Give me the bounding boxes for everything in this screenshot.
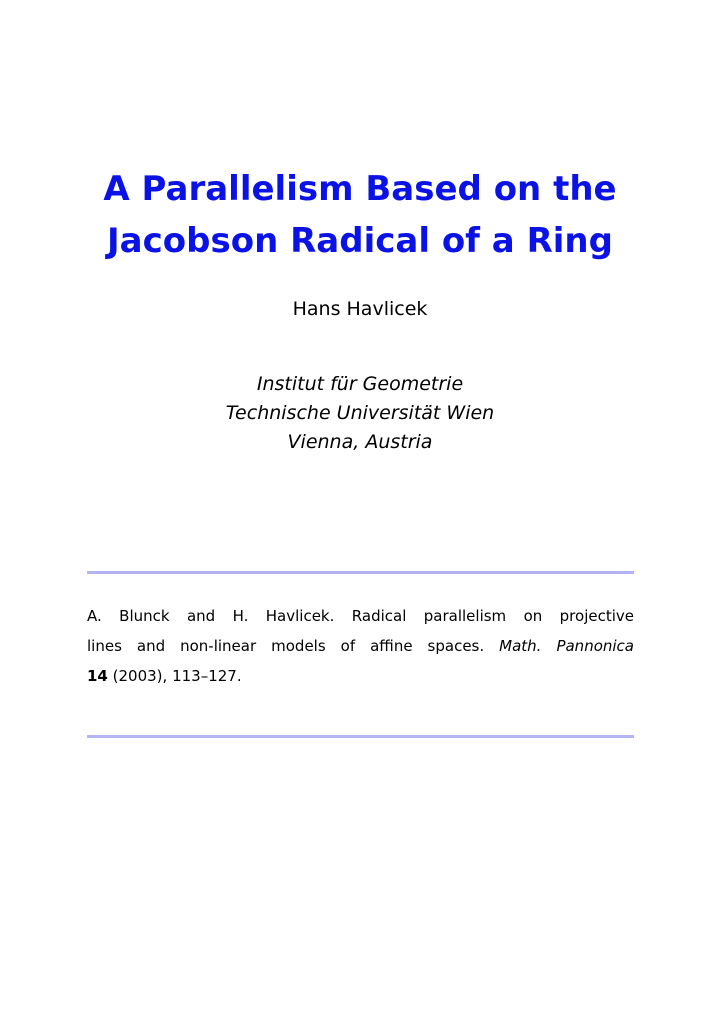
divider-bottom (87, 735, 634, 738)
paper-title (0, 163, 720, 267)
paper-title-line-1: A Parallelism Based on the (103, 169, 617, 209)
reference-volume: 14 (87, 667, 108, 685)
paper-title-line-2: Jacobson Radical of a Ring (107, 221, 613, 261)
author-name: Hans Havlicek (292, 298, 428, 320)
reference-line-1: A. Blunck and H. Havlicek. Radical parallelism on projective (87, 607, 634, 625)
author-affiliation (0, 370, 720, 457)
affiliation-university: Technische Universität Wien (225, 402, 495, 424)
reference-line-2 (87, 631, 634, 661)
divider-top (87, 571, 634, 574)
publication-reference (87, 601, 634, 691)
reference-details: (2003), 113–127. (112, 667, 242, 685)
reference-title-end: lines and non-linear models of affine spaces. (87, 637, 485, 655)
affiliation-institute: Institut für Geometrie (256, 373, 464, 395)
reference-journal: Math. Pannonica (499, 637, 634, 655)
affiliation-location: Vienna, Austria (287, 431, 433, 453)
reference-line-3 (87, 661, 634, 691)
